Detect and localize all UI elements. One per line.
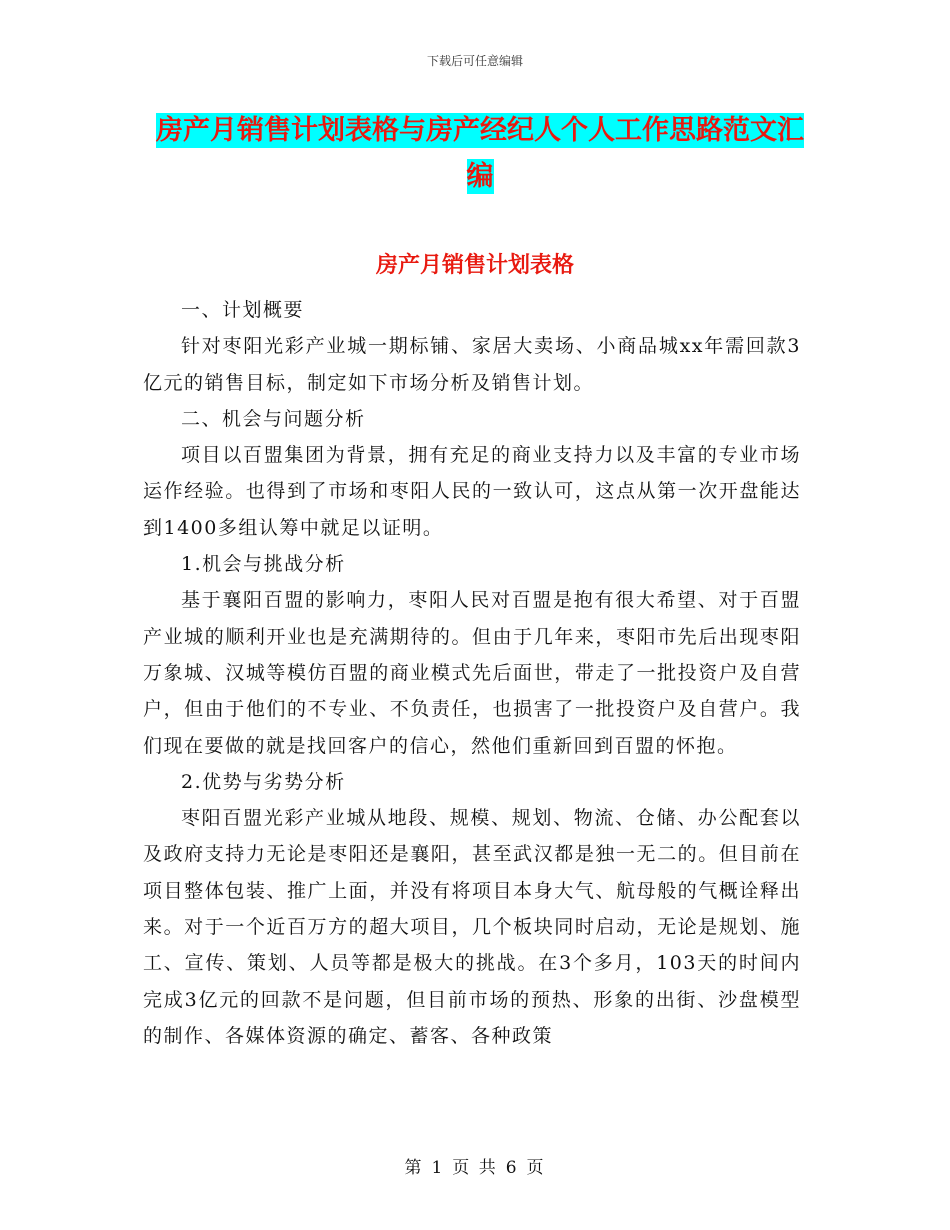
document-title-text: 房产月销售计划表格与房产经纪人个人工作思路范文汇编: [156, 115, 804, 192]
paragraph-opportunity: 基于襄阳百盟的影响力，枣阳人民对百盟是抱有很大希望、对于百盟产业城的顺利开业也是充满期待的。但由于几年来，枣阳市先后出现枣阳万象城、汉城等模仿百盟的商业模式先后面世，带走了一批投资户及自营户，但由于他们的不专业、不负责任，也损害了一批投资户及自营户。我们现在要做的就是找回客户的信心，然他们重新回到百盟的怀抱。: [143, 589, 801, 757]
paragraph-swot-heading: 2.优势与劣势分析: [181, 770, 346, 793]
paragraph-opportunity-heading: 1.机会与挑战分析: [181, 553, 346, 576]
footer-prefix: 第: [404, 1158, 424, 1178]
footer-suffix: 页: [526, 1158, 546, 1178]
document-body: [143, 292, 801, 1054]
paragraph-project-background: 项目以百盟集团为背景，拥有充足的商业支持力以及丰富的专业市场运作经验。也得到了市场和枣阳人民的一致认可，这点从第一次开盘能达到1400多组认筹中就足以证明。: [143, 444, 801, 539]
paragraph-plan-overview-heading: 一、计划概要: [181, 299, 305, 321]
document-title: [150, 108, 810, 200]
page-number: 1: [431, 1158, 445, 1178]
section-title: 房产月销售计划表格: [375, 253, 574, 278]
paragraph-analysis-heading: 二、机会与问题分析: [181, 407, 366, 430]
footer-mid: 页 共: [452, 1158, 498, 1178]
total-pages: 6: [505, 1158, 519, 1178]
header-note: 下载后可任意编辑: [426, 54, 523, 68]
page-footer: [0, 1153, 950, 1178]
paragraph-plan-overview: 针对枣阳光彩产业城一期标铺、家居大卖场、小商品城xx年需回款3亿元的销售目标，制定如下市场分析及销售计划。: [143, 335, 801, 394]
paragraph-swot: 枣阳百盟光彩产业城从地段、规模、规划、物流、仓储、办公配套以及政府支持力无论是枣阳还是襄阳，甚至武汉都是独一无二的。但目前在项目整体包装、推广上面，并没有将项目本身大气、航母般的气概诠释出来。对于一个近百万方的超大项目，几个板块同时启动，无论是规划、施工、宣传、策划、人员等都是极大的挑战。在3个多月，103天的时间内完成3亿元的回款不是问题，但目前市场的预热、形象的出街、沙盘模型的制作、各媒体资源的确定、蓄客、各种政策: [143, 807, 801, 1047]
